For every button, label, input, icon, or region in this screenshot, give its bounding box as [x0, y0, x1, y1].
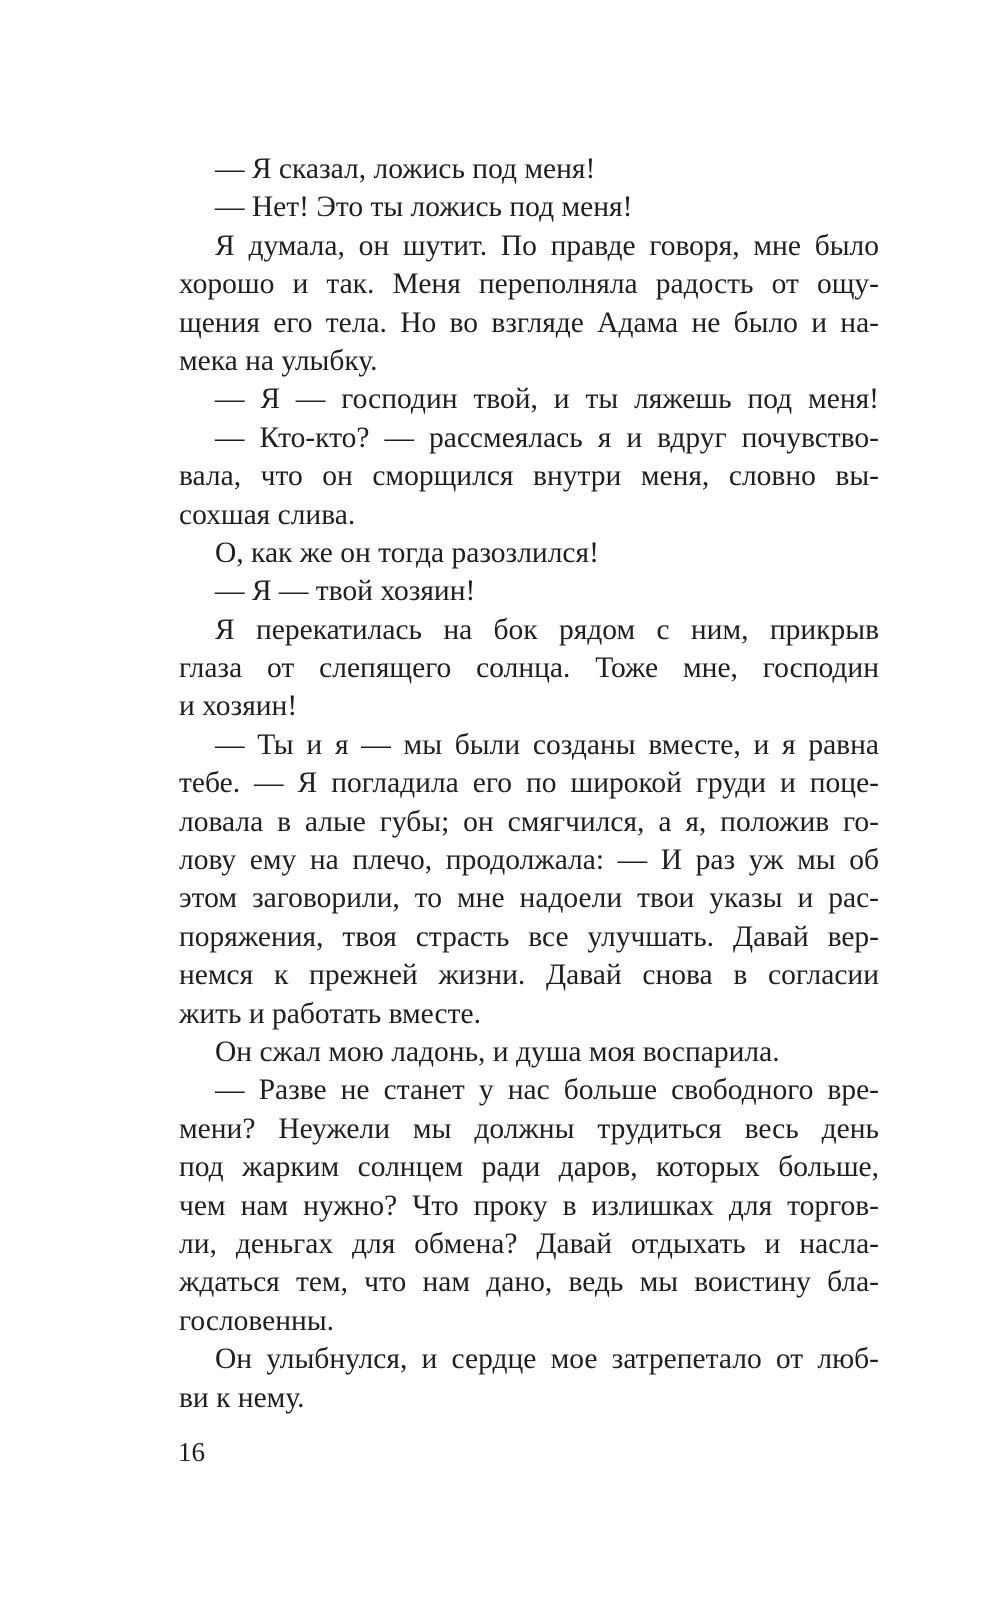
- text-line: сохшая слива.: [179, 498, 356, 531]
- text-line: этом заговорили, то мне надоели твои указы и рас-: [179, 882, 879, 915]
- text-line: ли, деньгах для обмена? Давай отдыхать и насла-: [179, 1227, 879, 1260]
- text-line: хорошо и так. Меня переполняла радость от ощу-: [179, 268, 879, 301]
- text-line: тебе. — Я погладила его по широкой груди и поце-: [179, 767, 879, 800]
- text-line: ловала в алые губы; он смягчился, а я, положив го-: [179, 805, 879, 838]
- text-line: — Я сказал, ложись под меня!: [215, 153, 596, 185]
- text-line: — Нет! Это ты ложись под меня!: [215, 191, 633, 224]
- text-line: жить и работать вместе.: [179, 997, 481, 1030]
- text-line: немся к прежней жизни. Давай снова в согласии: [179, 959, 879, 992]
- text-line: поряжения, твоя страсть все улучшать. Давай вер-: [179, 920, 879, 953]
- text-line: — Разве не станет у нас больше свободного вре-: [215, 1074, 879, 1107]
- text-line: чем нам нужно? Что проку в излишках для торгов-: [179, 1189, 879, 1222]
- text-line: — Я — твой хозяин!: [215, 575, 476, 608]
- text-line: лову ему на плечо, продолжала: — И раз уж мы об: [179, 844, 879, 877]
- text-line: гословенны.: [179, 1304, 335, 1337]
- text-line: глаза от слепящего солнца. Тоже мне, господин: [179, 652, 879, 685]
- page-number: 16: [178, 1437, 205, 1467]
- text-line: Он улыбнулся, и сердце мое затрепетало от люб-: [215, 1343, 879, 1376]
- text-line: мени? Неужели мы должны трудиться весь день: [179, 1112, 879, 1145]
- text-line: и хозяин!: [179, 690, 298, 723]
- text-line: вала, что он сморщился внутри меня, словно вы-: [179, 460, 879, 493]
- text-line: О, как же он тогда разозлился!: [215, 536, 599, 569]
- text-line: — Ты и я — мы были созданы вместе, и я равна: [215, 728, 879, 761]
- text-line: ви к нему.: [179, 1381, 305, 1414]
- text-line: мека на улыбку.: [179, 344, 378, 377]
- text-line: под жарким солнцем ради даров, которых больше,: [179, 1151, 879, 1184]
- text-line: — Кто-кто? — рассмеялась я и вдруг почувство-: [215, 421, 879, 454]
- text-line: Он сжал мою ладонь, и душа моя воспарила.: [215, 1035, 780, 1068]
- text-line: щения его тела. Но во взгляде Адама не было и на-: [179, 306, 879, 339]
- text-line: — Я — господин твой, и ты ляжешь под меня!: [215, 383, 879, 416]
- body-text: [179, 150, 879, 1417]
- text-line: Я перекатилась на бок рядом с ним, прикрыв: [215, 613, 879, 646]
- text-line: ждаться тем, что нам дано, ведь мы воистину бла-: [179, 1266, 879, 1299]
- text-line: Я думала, он шутит. По правде говоря, мне было: [215, 229, 879, 262]
